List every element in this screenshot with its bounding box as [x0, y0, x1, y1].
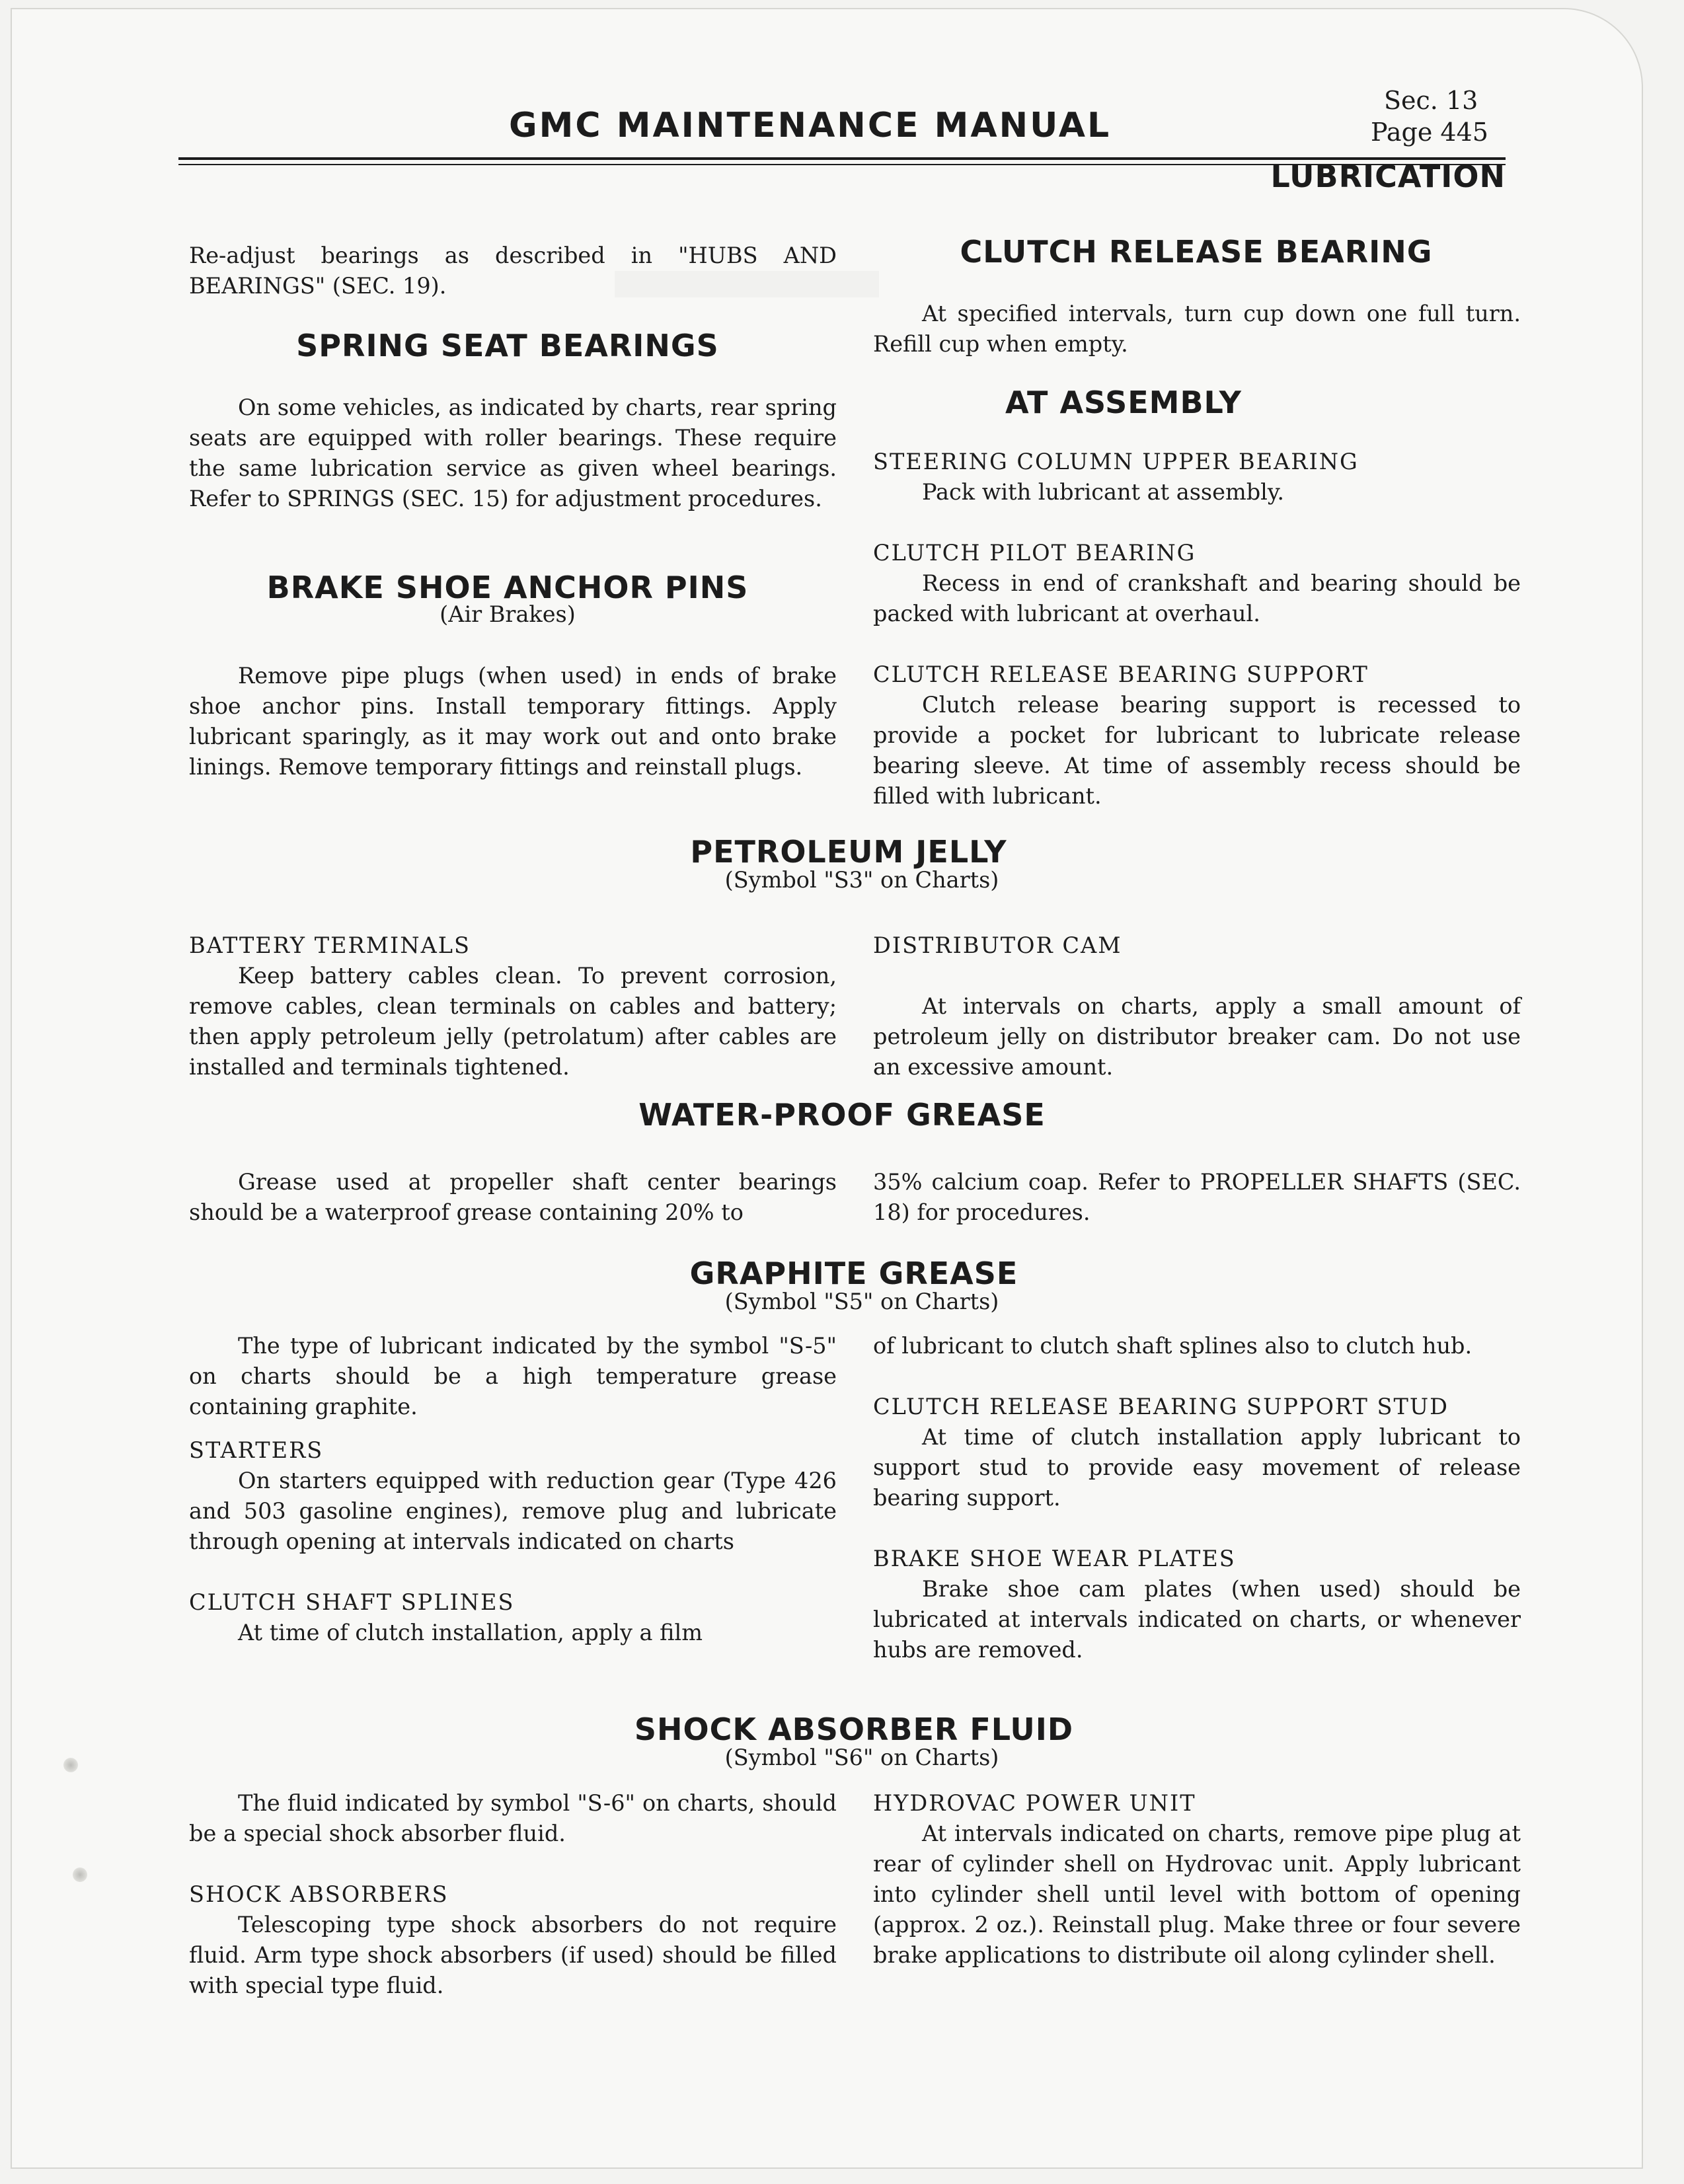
shock-right — [873, 1788, 1521, 1971]
waterproof-left — [189, 1167, 837, 1228]
starters-head: STARTERS — [189, 1437, 324, 1463]
release-support-body: Clutch release bearing support is recessed to provide a pocket for lubricant to lubricate release bearing sleeve. At time of assembly recess should be filled with lubricant. — [873, 692, 1521, 809]
waterproof-right — [873, 1167, 1521, 1228]
splines-cont: of lubricant to clutch shaft splines also to clutch hub. — [873, 1333, 1473, 1359]
shock-symbol: (Symbol "S6" on Charts) — [724, 1745, 999, 1770]
petroleum-symbol: (Symbol "S3" on Charts) — [724, 867, 999, 893]
distributor-body: At intervals on charts, apply a small amount of petroleum jelly on distributor breaker cam. Do not use an excessive amount. — [873, 993, 1521, 1080]
shock-heading: SHOCK ABSORBER FLUID — [634, 1712, 1074, 1747]
page-number: Page 445 — [1371, 118, 1488, 147]
shock-absorbers-body: Telescoping type shock absorbers do not require fluid. Arm type shock absorbers (if used) should be filled with special type fluid. — [189, 1912, 837, 1998]
stud-head: CLUTCH RELEASE BEARING SUPPORT STUD — [873, 1394, 1449, 1419]
readjust-text: Re-adjust bearings as described in "HUBS AND BEARINGS" (SEC. 19). — [189, 243, 837, 299]
waterproof-heading: WATER-PROOF GREASE — [638, 1097, 1046, 1133]
hydrovac-head: HYDROVAC POWER UNIT — [873, 1790, 1196, 1816]
clutch-pilot-head: CLUTCH PILOT BEARING — [873, 540, 1196, 566]
battery-body: Keep battery cables clean. To prevent corrosion, remove cables, clean terminals on cables and battery; then apply petroleum jelly (petrolatum) after cables are installed and terminals tightened. — [189, 963, 837, 1080]
steering-column-body: Pack with lubricant at assembly. — [922, 479, 1284, 505]
hydrovac-body: At intervals indicated on charts, remove pipe plug at rear of cylinder shell on Hydrovac unit. Apply lubricant into cylinder shell until level with bottom of opening (approx. 2 oz.). Reinstall plug. Make three or four severe brake applications to distribute oil along cylinder shell. — [873, 1821, 1521, 1968]
binder-hole-top — [63, 1758, 78, 1772]
clutch-release-block — [873, 299, 1521, 359]
graphite-right — [873, 1331, 1521, 1665]
section-name: LUBRICATION — [1270, 159, 1506, 194]
graphite-heading: GRAPHITE GREASE — [689, 1256, 1018, 1291]
spring-seat-heading: SPRING SEAT BEARINGS — [296, 328, 719, 363]
distributor-head: DISTRIBUTOR CAM — [873, 932, 1122, 958]
distributor-block — [873, 930, 1521, 1082]
manual-title: GMC MAINTENANCE MANUAL — [509, 106, 1112, 145]
waterproof-left-text: Grease used at propeller shaft center bearings should be a waterproof grease containing 20% to — [189, 1169, 837, 1225]
stud-body: At time of clutch installation apply lubricant to support stud to provide easy movement of release bearing support. — [873, 1424, 1521, 1511]
starters-body: On starters equipped with reduction gear (Type 426 and 503 gasoline engines), remove plug and lubricate through opening at intervals indicated on charts — [189, 1468, 837, 1554]
clutch-release-heading: CLUTCH RELEASE BEARING — [960, 234, 1433, 270]
brake-anchor-heading: BRAKE SHOE ANCHOR PINS — [266, 570, 749, 605]
section-number: Sec. 13 — [1384, 86, 1478, 115]
spring-seat-block — [189, 393, 837, 514]
petroleum-heading: PETROLEUM JELLY — [690, 834, 1007, 870]
brake-anchor-body: Remove pipe plugs (when used) in ends of brake shoe anchor pins. Install temporary fittings. Apply lubricant sparingly, as it may work out and onto brake linings. Remove temporary fittings and reinstall plugs. — [189, 663, 837, 780]
spring-seat-body: On some vehicles, as indicated by charts, rear spring seats are equipped with roller bearings. These require the same lubrication service as given wheel bearings. Refer to SPRINGS (SEC. 15) for adjustment procedures. — [189, 395, 837, 511]
steering-column-head: STEERING COLUMN UPPER BEARING — [873, 449, 1359, 474]
clutch-release-body: At specified intervals, turn cup down one full turn. Refill cup when empty. — [873, 301, 1521, 357]
at-assembly-heading: AT ASSEMBLY — [1005, 385, 1242, 420]
battery-head: BATTERY TERMINALS — [189, 932, 471, 958]
waterproof-right-text: 35% calcium coap. Refer to PROPELLER SHAFTS (SEC. 18) for procedures. — [873, 1169, 1521, 1225]
brake-anchor-block — [189, 661, 837, 782]
left-column-top — [189, 241, 837, 301]
clutch-pilot-body: Recess in end of crankshaft and bearing should be packed with lubricant at overhaul. — [873, 570, 1521, 626]
graphite-left — [189, 1331, 837, 1648]
binder-hole-bottom — [73, 1867, 87, 1882]
at-assembly-block — [873, 447, 1521, 811]
graphite-intro: The type of lubricant indicated by the symbol "S-5" on charts should be a high temperature grease containing graphite. — [189, 1333, 837, 1419]
splines-head: CLUTCH SHAFT SPLINES — [189, 1589, 515, 1615]
shock-left — [189, 1788, 837, 2001]
battery-block — [189, 930, 837, 1082]
shock-absorbers-head: SHOCK ABSORBERS — [189, 1881, 449, 1907]
wear-plates-head: BRAKE SHOE WEAR PLATES — [873, 1546, 1236, 1571]
release-support-head: CLUTCH RELEASE BEARING SUPPORT — [873, 661, 1369, 687]
graphite-symbol: (Symbol "S5" on Charts) — [724, 1289, 999, 1314]
shock-intro: The fluid indicated by symbol "S-6" on charts, should be a special shock absorber fluid. — [189, 1790, 837, 1846]
wear-plates-body: Brake shoe cam plates (when used) should be lubricated at intervals indicated on charts, or whenever hubs are removed. — [873, 1576, 1521, 1663]
brake-anchor-subtitle: (Air Brakes) — [440, 601, 576, 627]
splines-body: At time of clutch installation, apply a film — [238, 1620, 703, 1645]
